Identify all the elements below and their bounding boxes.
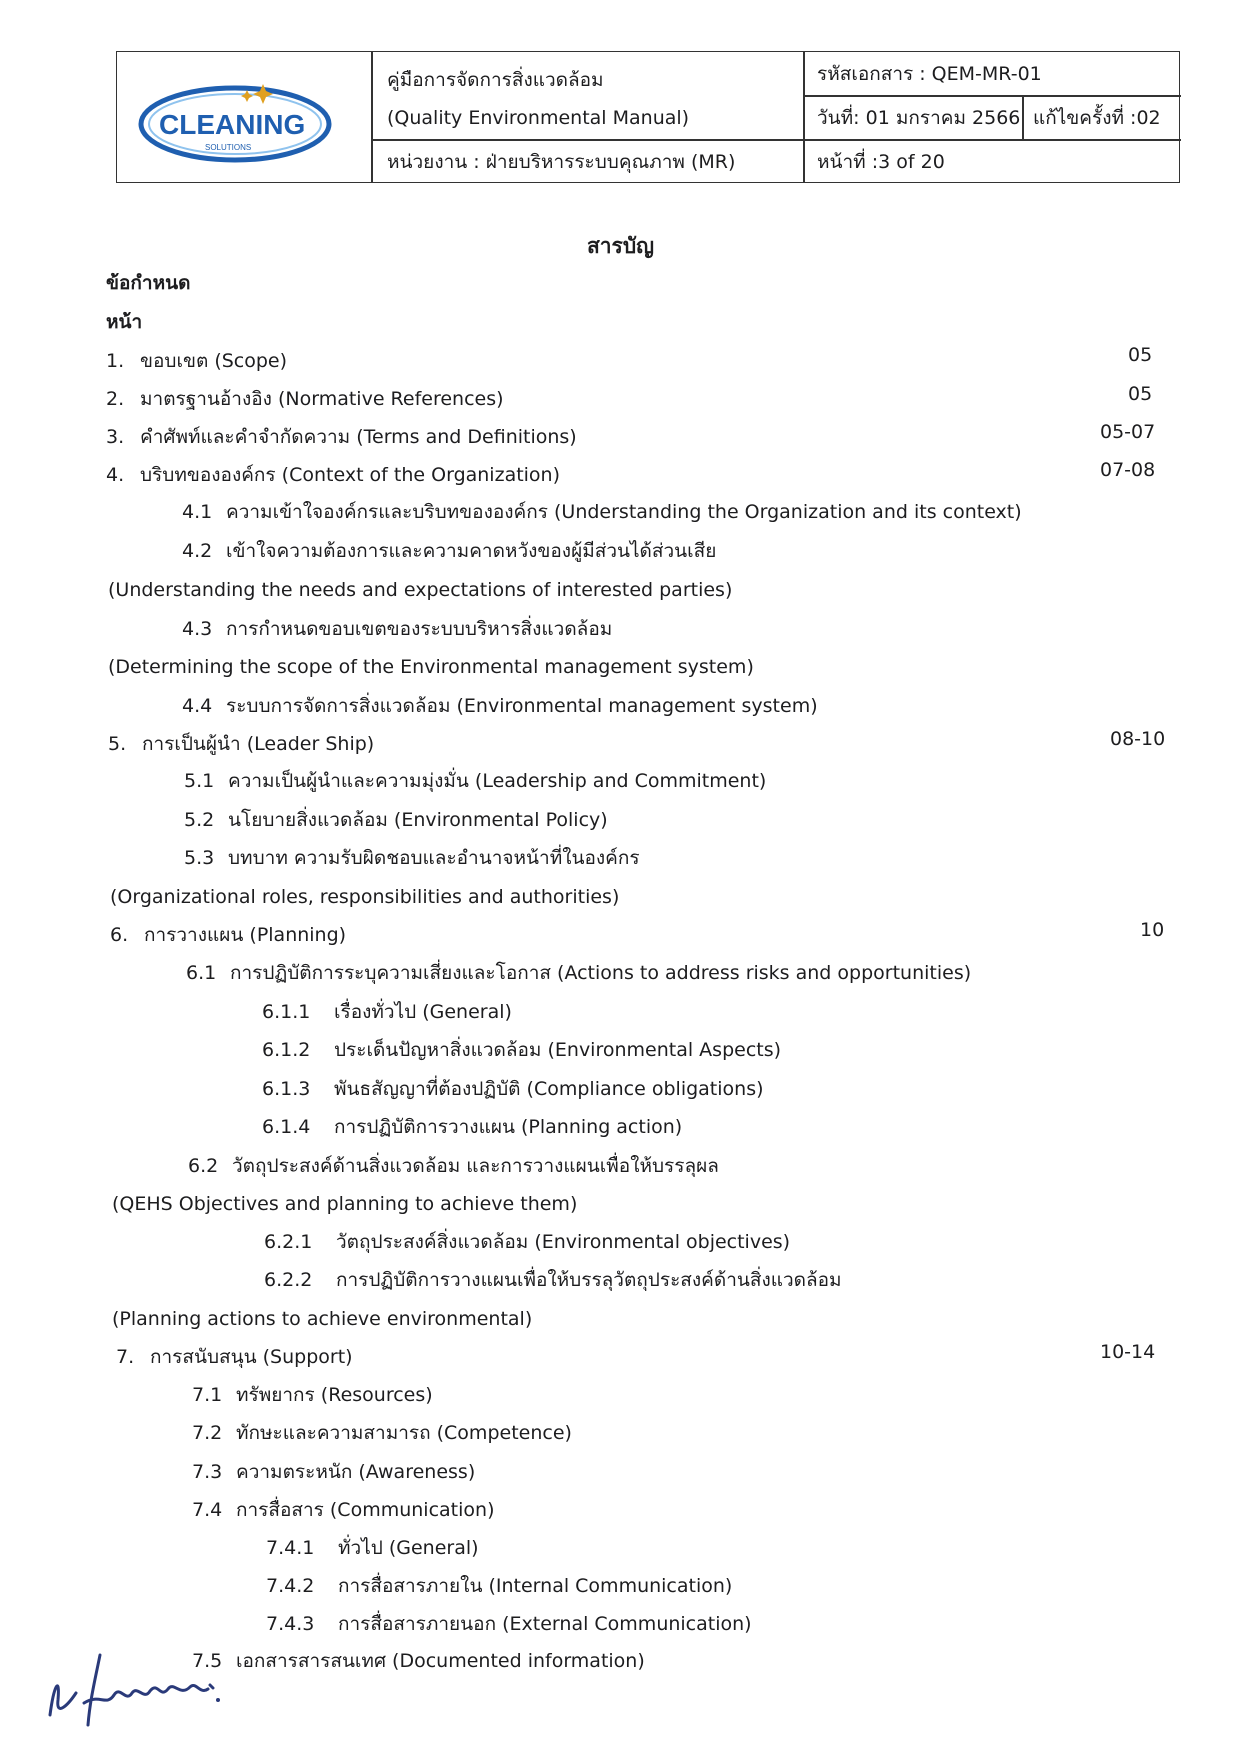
- entry-text: การปฏิบัติการวางแผน (Planning action): [334, 1116, 683, 1138]
- entry-text: ขอบเขต (Scope): [140, 350, 288, 372]
- toc-column-clause: ข้อกำหนด: [106, 272, 191, 294]
- entry-number: 4.2: [182, 540, 213, 562]
- toc-entry-3: [106, 428, 577, 447]
- entry-number: 6.2.2: [264, 1269, 313, 1291]
- entry-text: คำศัพท์และคำจำกัดความ (Terms and Definitions): [140, 426, 577, 448]
- entry-text: การสื่อสารภายใน (Internal Communication): [338, 1575, 733, 1597]
- toc-entry-5-1: [184, 772, 766, 791]
- toc-entry-6-1-2: [262, 1041, 781, 1060]
- manual-title-english: (Quality Environmental Manual): [387, 107, 690, 129]
- entry-text: ทรัพยากร (Resources): [236, 1384, 433, 1406]
- toc-entry-6-2-2: [264, 1271, 842, 1290]
- entry-text: ความเป็นผู้นำและความมุ่งมั่น (Leadership and Commitment): [228, 770, 767, 792]
- entry-number: 5.3: [184, 847, 215, 869]
- entry-number: 4.4: [182, 695, 213, 717]
- entry-number: 6.: [110, 924, 129, 946]
- entry-number: 1.: [106, 350, 125, 372]
- entry-text: เรื่องทั่วไป (General): [334, 1001, 512, 1023]
- toc-entry-6: [110, 926, 346, 945]
- entry-text: ทักษะและความสามารถ (Competence): [236, 1422, 572, 1444]
- entry-number: 6.1.3: [262, 1078, 311, 1100]
- toc-entry-7-5: [192, 1652, 645, 1671]
- toc-column-page: หน้า: [106, 311, 143, 333]
- toc-entry-6-2-english: [112, 1195, 577, 1214]
- page-number: หน้าที่ :3 of 20: [817, 151, 945, 173]
- toc-entry-6-2-2-english: [112, 1310, 532, 1329]
- toc-entry-4: [106, 466, 560, 485]
- toc-entry-7-4-3: [266, 1615, 752, 1634]
- document-header-table: [116, 51, 1180, 183]
- handwritten-signature: [40, 1645, 240, 1744]
- toc-entry-7-1: [192, 1386, 433, 1405]
- entry-page: 07-08: [1100, 459, 1156, 481]
- toc-entry-4-2-english: [108, 581, 732, 600]
- entry-text: วัตถุประสงค์ด้านสิ่งแวดล้อม และการวางแผนเพื่อให้บรรลุผล: [232, 1155, 719, 1177]
- entry-number: 4.: [106, 464, 125, 486]
- toc-entry-7-2: [192, 1424, 572, 1443]
- logo-subtitle: SOLUTIONS: [205, 143, 252, 152]
- document-code: รหัสเอกสาร : QEM-MR-01: [817, 63, 1042, 85]
- entry-number: 7.3: [192, 1461, 223, 1483]
- entry-number: 7.: [116, 1346, 135, 1368]
- entry-text: การกำหนดขอบเขตของระบบบริหารสิ่งแวดล้อม: [226, 618, 613, 640]
- toc-entry-7-4: [192, 1501, 494, 1520]
- entry-text: การสื่อสารภายนอก (External Communication): [338, 1613, 752, 1635]
- entry-text: การสื่อสาร (Communication): [236, 1499, 495, 1521]
- entry-number: 6.2.1: [264, 1231, 313, 1253]
- entry-number: 7.4.1: [266, 1537, 315, 1559]
- entry-text: การสนับสนุน (Support): [150, 1346, 353, 1368]
- entry-text: (Understanding the needs and expectations of interested parties): [108, 579, 733, 601]
- logo-wordmark: CLEANING: [159, 109, 306, 140]
- entry-number: 7.5: [192, 1650, 223, 1672]
- entry-number: 5.1: [184, 770, 215, 792]
- manual-title-thai: คู่มือการจัดการสิ่งแวดล้อม: [387, 69, 604, 91]
- toc-entry-6-2: [188, 1157, 719, 1176]
- toc-entry-6-1-4: [262, 1118, 682, 1137]
- entry-number: 6.2: [188, 1155, 219, 1177]
- entry-page: 05-07: [1100, 421, 1156, 443]
- department-label: หน่วยงาน : ฝ่ายบริหารระบบคุณภาพ (MR): [387, 151, 736, 173]
- toc-entry-7-3: [192, 1463, 475, 1482]
- entry-text: ทั่วไป (General): [338, 1537, 479, 1559]
- entry-text: นโยบายสิ่งแวดล้อม (Environmental Policy): [228, 809, 608, 831]
- toc-title: สารบัญ: [586, 234, 655, 258]
- toc-entry-4-2: [182, 542, 716, 561]
- toc-entry-6-2-1: [264, 1233, 790, 1252]
- document-date: วันที่: 01 มกราคม 2566: [817, 107, 1021, 129]
- toc-entry-6-1-1: [262, 1003, 512, 1022]
- toc-entry-7: [116, 1348, 353, 1367]
- entry-text: ความตระหนัก (Awareness): [236, 1461, 476, 1483]
- entry-text: พันธสัญญาที่ต้องปฏิบัติ (Compliance obligations): [334, 1078, 764, 1100]
- entry-number: 2.: [106, 388, 125, 410]
- entry-text: วัตถุประสงค์สิ่งแวดล้อม (Environmental objectives): [336, 1231, 791, 1253]
- entry-number: 6.1.4: [262, 1116, 311, 1138]
- toc-entry-5-2: [184, 811, 608, 830]
- entry-number: 7.4.2: [266, 1575, 315, 1597]
- entry-number: 7.1: [192, 1384, 223, 1406]
- entry-text: ความเข้าใจองค์กรและบริบทขององค์กร (Understanding the Organization and its context): [226, 501, 1022, 523]
- entry-text: การปฏิบัติการวางแผนเพื่อให้บรรลุวัตถุประสงค์ด้านสิ่งแวดล้อม: [336, 1269, 842, 1291]
- entry-text: การปฏิบัติการระบุความเสี่ยงและโอกาส (Actions to address risks and opportunities): [230, 962, 972, 984]
- entry-text: บริบทขององค์กร (Context of the Organization): [140, 464, 561, 486]
- entry-text: ประเด็นปัญหาสิ่งแวดล้อม (Environmental Aspects): [334, 1039, 782, 1061]
- entry-number: 6.1.2: [262, 1039, 311, 1061]
- toc-entry-4-3: [182, 620, 612, 639]
- entry-page: 10: [1140, 919, 1165, 941]
- entry-number: 4.3: [182, 618, 213, 640]
- toc-entry-2: [106, 390, 504, 409]
- toc-entry-5-3: [184, 849, 640, 868]
- entry-text: มาตรฐานอ้างอิง (Normative References): [140, 388, 504, 410]
- entry-number: 5.: [108, 733, 127, 755]
- entry-text: ระบบการจัดการสิ่งแวดล้อม (Environmental management system): [226, 695, 818, 717]
- entry-number: 6.1.1: [262, 1001, 311, 1023]
- entry-number: 5.2: [184, 809, 215, 831]
- toc-entry-5: [108, 735, 374, 754]
- entry-text: การวางแผน (Planning): [144, 924, 347, 946]
- toc-entry-4-1: [182, 503, 1022, 522]
- entry-page: 05: [1128, 344, 1153, 366]
- entry-number: 7.4.3: [266, 1613, 315, 1635]
- entry-text: เอกสารสารสนเทศ (Documented information): [236, 1650, 645, 1672]
- entry-text: (QEHS Objectives and planning to achieve them): [112, 1193, 578, 1215]
- revision-number: แก้ไขครั้งที่ :02: [1033, 107, 1161, 129]
- entry-number: 4.1: [182, 501, 213, 523]
- toc-entry-6-1-3: [262, 1080, 764, 1099]
- entry-text: บทบาท ความรับผิดชอบและอำนาจหน้าที่ในองค์กร: [228, 847, 640, 869]
- entry-number: 7.4: [192, 1499, 223, 1521]
- entry-page: 10-14: [1100, 1341, 1156, 1363]
- toc-entry-7-4-2: [266, 1577, 732, 1596]
- entry-number: 6.1: [186, 962, 217, 984]
- toc-entry-6-1: [186, 964, 971, 983]
- toc-entry-5-3-english: [110, 888, 619, 907]
- entry-text: (Organizational roles, responsibilities and authorities): [110, 886, 620, 908]
- entry-text: (Determining the scope of the Environmental management system): [108, 656, 754, 678]
- entry-number: 3.: [106, 426, 125, 448]
- toc-entry-4-3-english: [108, 658, 754, 677]
- company-logo: [135, 76, 345, 166]
- entry-text: (Planning actions to achieve environmental): [112, 1308, 533, 1330]
- toc-entry-4-4: [182, 697, 818, 716]
- toc-entry-1: [106, 352, 287, 371]
- entry-number: 7.2: [192, 1422, 223, 1444]
- entry-text: การเป็นผู้นำ (Leader Ship): [142, 733, 375, 755]
- entry-text: เข้าใจความต้องการและความคาดหวังของผู้มีส่วนได้ส่วนเสีย: [226, 540, 717, 562]
- entry-page: 08-10: [1110, 728, 1166, 750]
- toc-entry-7-4-1: [266, 1539, 479, 1558]
- entry-page: 05: [1128, 383, 1153, 405]
